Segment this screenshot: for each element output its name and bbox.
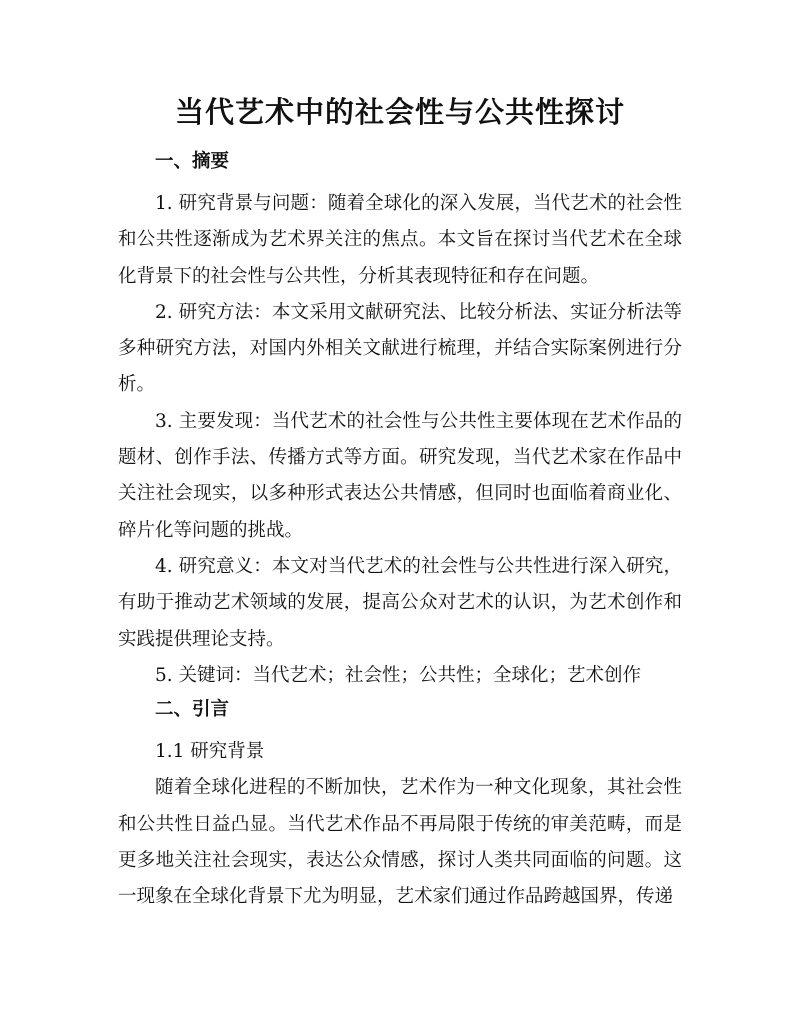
abstract-item-background: 1. 研究背景与问题：随着全球化的深入发展，当代艺术的社会性和公共性逐渐成为艺术界关注的焦点。本文旨在探讨当代艺术在全球化背景下的社会性与公共性，分析其表现特征和存在问题。 xyxy=(118,193,682,287)
abstract-item-methods: 2. 研究方法：本文采用文献研究法、比较分析法、实证分析法等多种研究方法，对国内外相关文献进行梳理，并结合实际案例进行分析。 xyxy=(118,301,682,396)
section-heading-abstract: 一、摘要 xyxy=(155,151,230,172)
abstract-item-findings: 3. 主要发现：当代艺术的社会性与公共性主要体现在艺术作品的题材、创作手法、传播方式等方面。研究发现，当代艺术家在作品中关注社会现实，以多种形式表达公共情感，但同时也面临着商业化、碎片化等问题的挑战。 xyxy=(118,410,682,541)
abstract-item-keywords: 5. 关键词：当代艺术；社会性；公共性；全球化；艺术创作 xyxy=(155,664,642,686)
section-heading-introduction: 二、引言 xyxy=(155,699,230,721)
introduction-paragraph: 随着全球化进程的不断加快，艺术作为一种文化现象，其社会性和公共性日益凸显。当代艺术作品不再局限于传统的审美范畴，而是更多地关注社会现实，表达公众情感，探讨人类共同面临的问题。这一现象在全球化背景下尤为明显，艺术家们通过作品跨越国界，传递 xyxy=(118,777,682,908)
document-title: 当代艺术中的社会性与公共性探讨 xyxy=(174,95,625,129)
subsection-heading-background: 1.1 研究背景 xyxy=(155,741,265,763)
abstract-item-significance: 4. 研究意义：本文对当代艺术的社会性与公共性进行深入研究，有助于推动艺术领域的发展，提高公众对艺术的认识，为艺术创作和实践提供理论支持。 xyxy=(118,555,682,650)
